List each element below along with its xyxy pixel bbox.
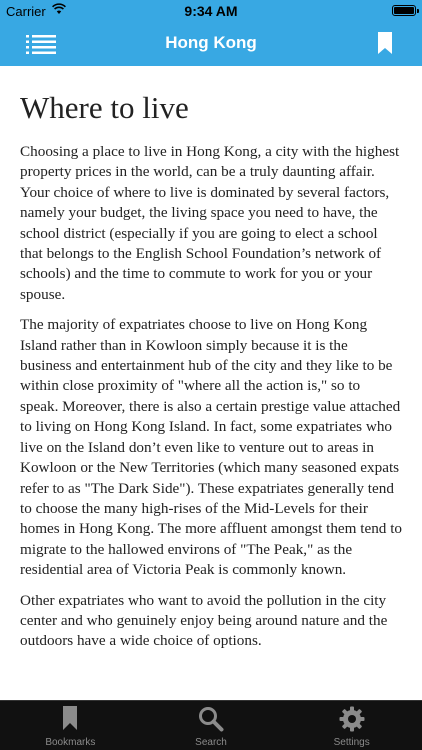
article-paragraph: Choosing a place to live in Hong Kong, a city with the highest property prices in the world, can be a truly daunting affair. Your choice of where to live is dominated by several factors, namely your budget, the living space you need to have, the school district (especially if you are going to elect a school that belongs to the English School Foundation’s network of schools) and the time to commute to work for you or your spouse. (20, 143, 400, 303)
battery-icon (392, 5, 416, 16)
tab-bookmarks[interactable] (0, 701, 141, 750)
nav-bar (0, 22, 422, 66)
bookmark-button[interactable] (378, 32, 392, 54)
gear-icon (339, 706, 365, 732)
tab-search[interactable] (141, 701, 282, 750)
tab-settings[interactable] (281, 701, 422, 750)
article-paragraph: The majority of expatriates choose to live on Hong Kong Island rather than in Kowloon simply because it is the business and entertainment hub of the city and they like to be within close proximity of "where all the action is," so to speak. Moreover, there is also a certain prestige value attached to living on Hong Kong Island. In fact, some expatriates who live on the Island don’t even like to venture out to areas in Kowloon or the New Territories (which many seasoned expats refer to as "The Dark Side"). These expatriates generally tend to choose the many high-rises of the Mid-Levels for their homes in Hong Kong. The more affluent amongst them tend to migrate to the hallowed environs of "The Peak," as the residential area of Victoria Peak is commonly known. (20, 316, 403, 579)
article-content (0, 66, 422, 700)
tab-label: Bookmarks (45, 737, 96, 748)
status-bar (0, 0, 422, 22)
clock: 9:34 AM (184, 3, 238, 19)
article-paragraph: Other expatriates who want to avoid the pollution in the city center and who genuinely enjoy being around nature and the outdoors have a wide choice of options. (20, 591, 388, 650)
article-heading: Where to live (20, 90, 189, 125)
tab-label: Settings (333, 737, 370, 748)
tab-label: Search (195, 737, 227, 748)
bookmark-icon (63, 706, 77, 730)
page-title: Hong Kong (165, 33, 257, 52)
tab-bar (0, 700, 422, 750)
search-icon (198, 706, 224, 732)
carrier-label: Carrier (6, 4, 46, 19)
